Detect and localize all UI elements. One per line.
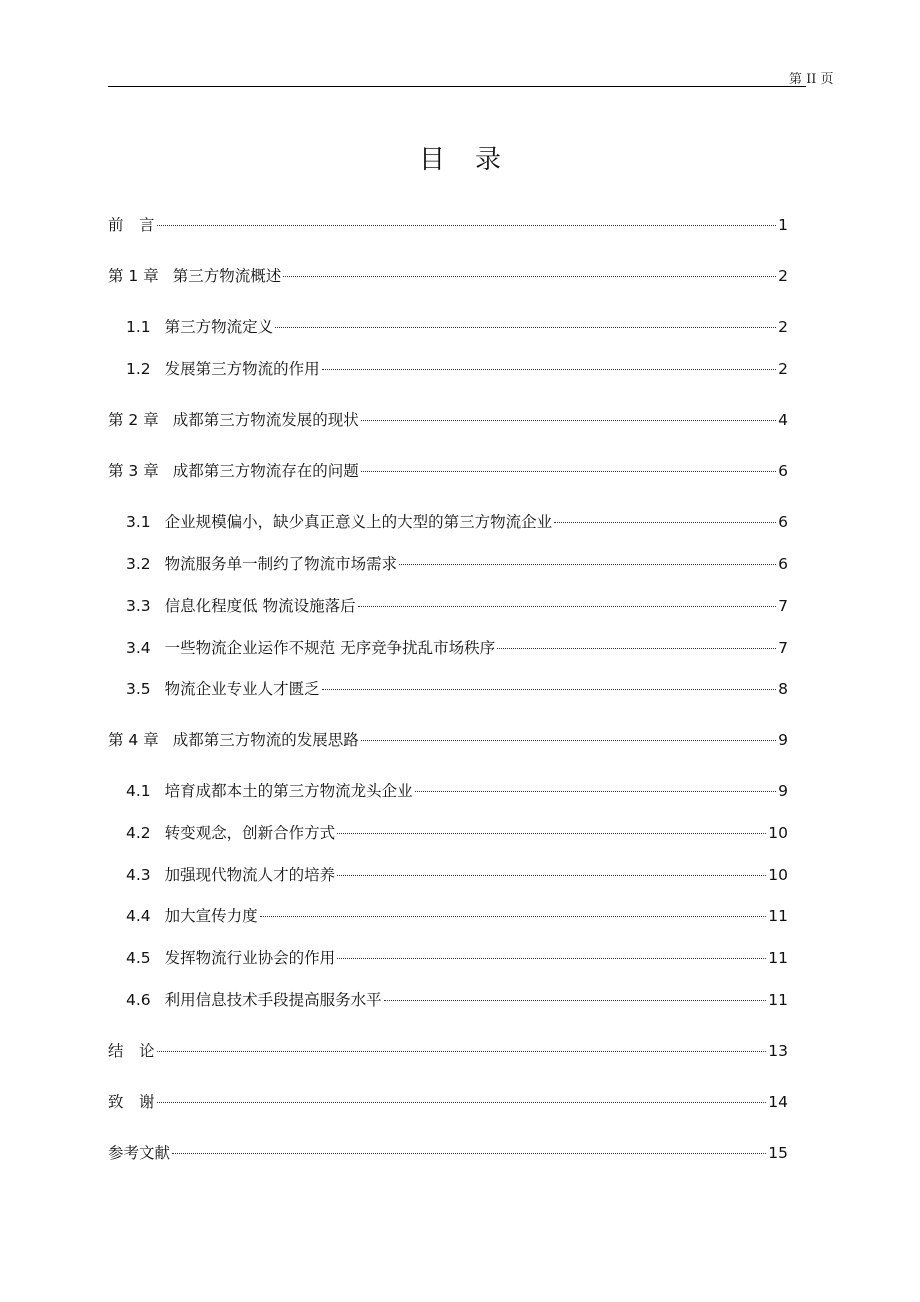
toc-entry-number: 第 1 章: [108, 267, 159, 285]
toc-entry-number: 4.5: [126, 949, 151, 967]
toc-entry-number: 3.3: [126, 597, 151, 615]
toc-entry-text: [126, 904, 258, 928]
toc-entry-text: [108, 1039, 155, 1063]
toc-entry-page: 10: [768, 866, 788, 884]
toc-entry-title: 加强现代物流人才的培养: [164, 866, 336, 884]
toc-entry-page: 2: [778, 360, 788, 378]
toc-entry-page: 6: [778, 555, 788, 573]
toc-entry-title: 物流企业专业人才匮乏: [164, 680, 320, 698]
toc-entry-text: [126, 779, 413, 803]
toc-entry-title: 物流服务单一制约了物流市场需求: [164, 555, 398, 573]
toc-entry[interactable]: [126, 904, 788, 928]
toc-entry[interactable]: [126, 636, 788, 660]
toc-entry-text: [126, 552, 397, 576]
toc-entry-title: 第三方物流定义: [164, 318, 274, 336]
toc-entry[interactable]: [126, 315, 788, 339]
toc-entry-title: 一些物流企业运作不规范 无序竞争扰乱市场秩序: [164, 639, 496, 657]
toc-entry-title: 参考文献: [108, 1144, 171, 1162]
toc-dot-leader: [358, 606, 777, 607]
toc-entry-text: [108, 213, 155, 237]
toc-entry-text: [126, 821, 335, 845]
toc-entry-number: 3.4: [126, 639, 151, 657]
toc-entry-text: [126, 510, 552, 534]
toc-entry[interactable]: [108, 1090, 788, 1114]
toc-entry-text: [108, 264, 281, 288]
toc-entry-number: 4.2: [126, 824, 151, 842]
toc-entry-page: 14: [768, 1093, 788, 1111]
toc-entry-page: 6: [778, 462, 788, 480]
toc-title: 目录: [418, 145, 531, 175]
toc-entry-number: 4.1: [126, 782, 151, 800]
toc-entry-number: 4.3: [126, 866, 151, 884]
toc-entry-text: [108, 459, 359, 483]
toc-dot-leader: [322, 369, 776, 370]
toc-entry-text: [108, 1090, 155, 1114]
toc-entry-title: 发展第三方物流的作用: [164, 360, 320, 378]
toc-entry-text: [126, 594, 356, 618]
toc-dot-leader: [337, 958, 766, 959]
toc-entry-title: 成都第三方物流存在的问题: [172, 462, 359, 480]
toc-entry[interactable]: [108, 1039, 788, 1063]
toc-entry-page: 2: [778, 318, 788, 336]
toc-entry-title: 企业规模偏小，缺少真正意义上的大型的第三方物流企业: [164, 513, 553, 531]
toc-entry-title: 转变观念，创新合作方式: [164, 824, 336, 842]
toc-entry-title: 致 谢: [108, 1093, 155, 1111]
toc-entry-number: 4.4: [126, 907, 151, 925]
toc-entry-text: [126, 636, 495, 660]
toc-entry-number: 第 3 章: [108, 462, 159, 480]
toc-entry-title: 加大宣传力度: [164, 907, 258, 925]
toc-dot-leader: [399, 564, 776, 565]
toc-entry-number: 第 4 章: [108, 731, 159, 749]
header-rule: [108, 86, 806, 87]
toc-entry[interactable]: [108, 264, 788, 288]
toc-entry[interactable]: [126, 821, 788, 845]
toc-entry[interactable]: [126, 594, 788, 618]
toc-entry[interactable]: [108, 408, 788, 432]
toc-entry[interactable]: [126, 779, 788, 803]
toc-entry[interactable]: [126, 357, 788, 381]
toc-entry-page: 6: [778, 513, 788, 531]
toc-entry-page: 8: [778, 680, 788, 698]
toc-dot-leader: [361, 420, 776, 421]
toc-entry-page: 4: [778, 411, 788, 429]
toc-dot-leader: [322, 689, 776, 690]
toc-entry-page: 9: [778, 731, 788, 749]
toc-entry[interactable]: [108, 213, 788, 237]
toc-entry-number: 3.1: [126, 513, 151, 531]
toc-entry-number: 4.6: [126, 991, 151, 1009]
toc-dot-leader: [283, 276, 776, 277]
toc-entry-number: 1.1: [126, 318, 151, 336]
toc-dot-leader: [157, 1051, 767, 1052]
toc-entry-page: 1: [778, 216, 788, 234]
toc-entry-title: 信息化程度低 物流设施落后: [164, 597, 356, 615]
toc-dot-leader: [337, 875, 766, 876]
toc-entry-text: [126, 946, 335, 970]
toc-entry-title: 利用信息技术手段提高服务水平: [164, 991, 382, 1009]
toc-dot-leader: [554, 522, 776, 523]
toc-entry-page: 13: [768, 1042, 788, 1060]
toc-dot-leader: [157, 225, 777, 226]
toc-entry-page: 9: [778, 782, 788, 800]
toc-entry[interactable]: [108, 1141, 788, 1165]
toc-entry-page: 7: [778, 597, 788, 615]
toc-entry-title: 第三方物流概述: [172, 267, 282, 285]
toc-entry-title: 前 言: [108, 216, 155, 234]
toc-entry[interactable]: [126, 510, 788, 534]
toc-dot-leader: [157, 1102, 767, 1103]
toc-dot-leader: [275, 327, 776, 328]
toc-entry-text: [126, 863, 335, 887]
toc-entry-title: 发挥物流行业协会的作用: [164, 949, 336, 967]
toc-dot-leader: [172, 1153, 766, 1154]
toc-entry-number: 1.2: [126, 360, 151, 378]
toc-entry-title: 成都第三方物流发展的现状: [172, 411, 359, 429]
toc-entry[interactable]: [126, 946, 788, 970]
toc-dot-leader: [361, 471, 776, 472]
toc-entry-text: [108, 408, 359, 432]
toc-entry[interactable]: [126, 677, 788, 701]
toc-entry-page: 2: [778, 267, 788, 285]
toc-entry-title: 成都第三方物流的发展思路: [172, 731, 359, 749]
toc-entry-number: 3.5: [126, 680, 151, 698]
toc-entry-number: 3.2: [126, 555, 151, 573]
toc-entry-text: [126, 315, 273, 339]
toc-entry[interactable]: [108, 459, 788, 483]
toc-entry[interactable]: [126, 552, 788, 576]
toc-entry-text: [126, 988, 382, 1012]
toc-entry-title: 结 论: [108, 1042, 155, 1060]
toc-entry-text: [108, 728, 359, 752]
toc-entry-text: [108, 1141, 170, 1165]
toc-entry[interactable]: [108, 728, 788, 752]
toc-entry-page: 11: [768, 991, 788, 1009]
toc-dot-leader: [415, 791, 776, 792]
toc-dot-leader: [337, 833, 766, 834]
toc-entry-number: 第 2 章: [108, 411, 159, 429]
toc-entry-page: 11: [768, 949, 788, 967]
toc-entry-page: 11: [768, 907, 788, 925]
toc-entry-page: 10: [768, 824, 788, 842]
toc-entry-text: [126, 677, 320, 701]
toc-entry-text: [126, 357, 320, 381]
toc-entry-page: 7: [778, 639, 788, 657]
toc-entry[interactable]: [126, 863, 788, 887]
toc-dot-leader: [497, 648, 776, 649]
toc-entry-title: 培育成都本土的第三方物流龙头企业: [164, 782, 413, 800]
toc-entry-page: 15: [768, 1144, 788, 1162]
toc-entry[interactable]: [126, 988, 788, 1012]
toc-dot-leader: [260, 916, 767, 917]
toc-dot-leader: [361, 740, 776, 741]
toc-dot-leader: [384, 1000, 767, 1001]
page-number-label: 第 II 页: [789, 72, 834, 87]
